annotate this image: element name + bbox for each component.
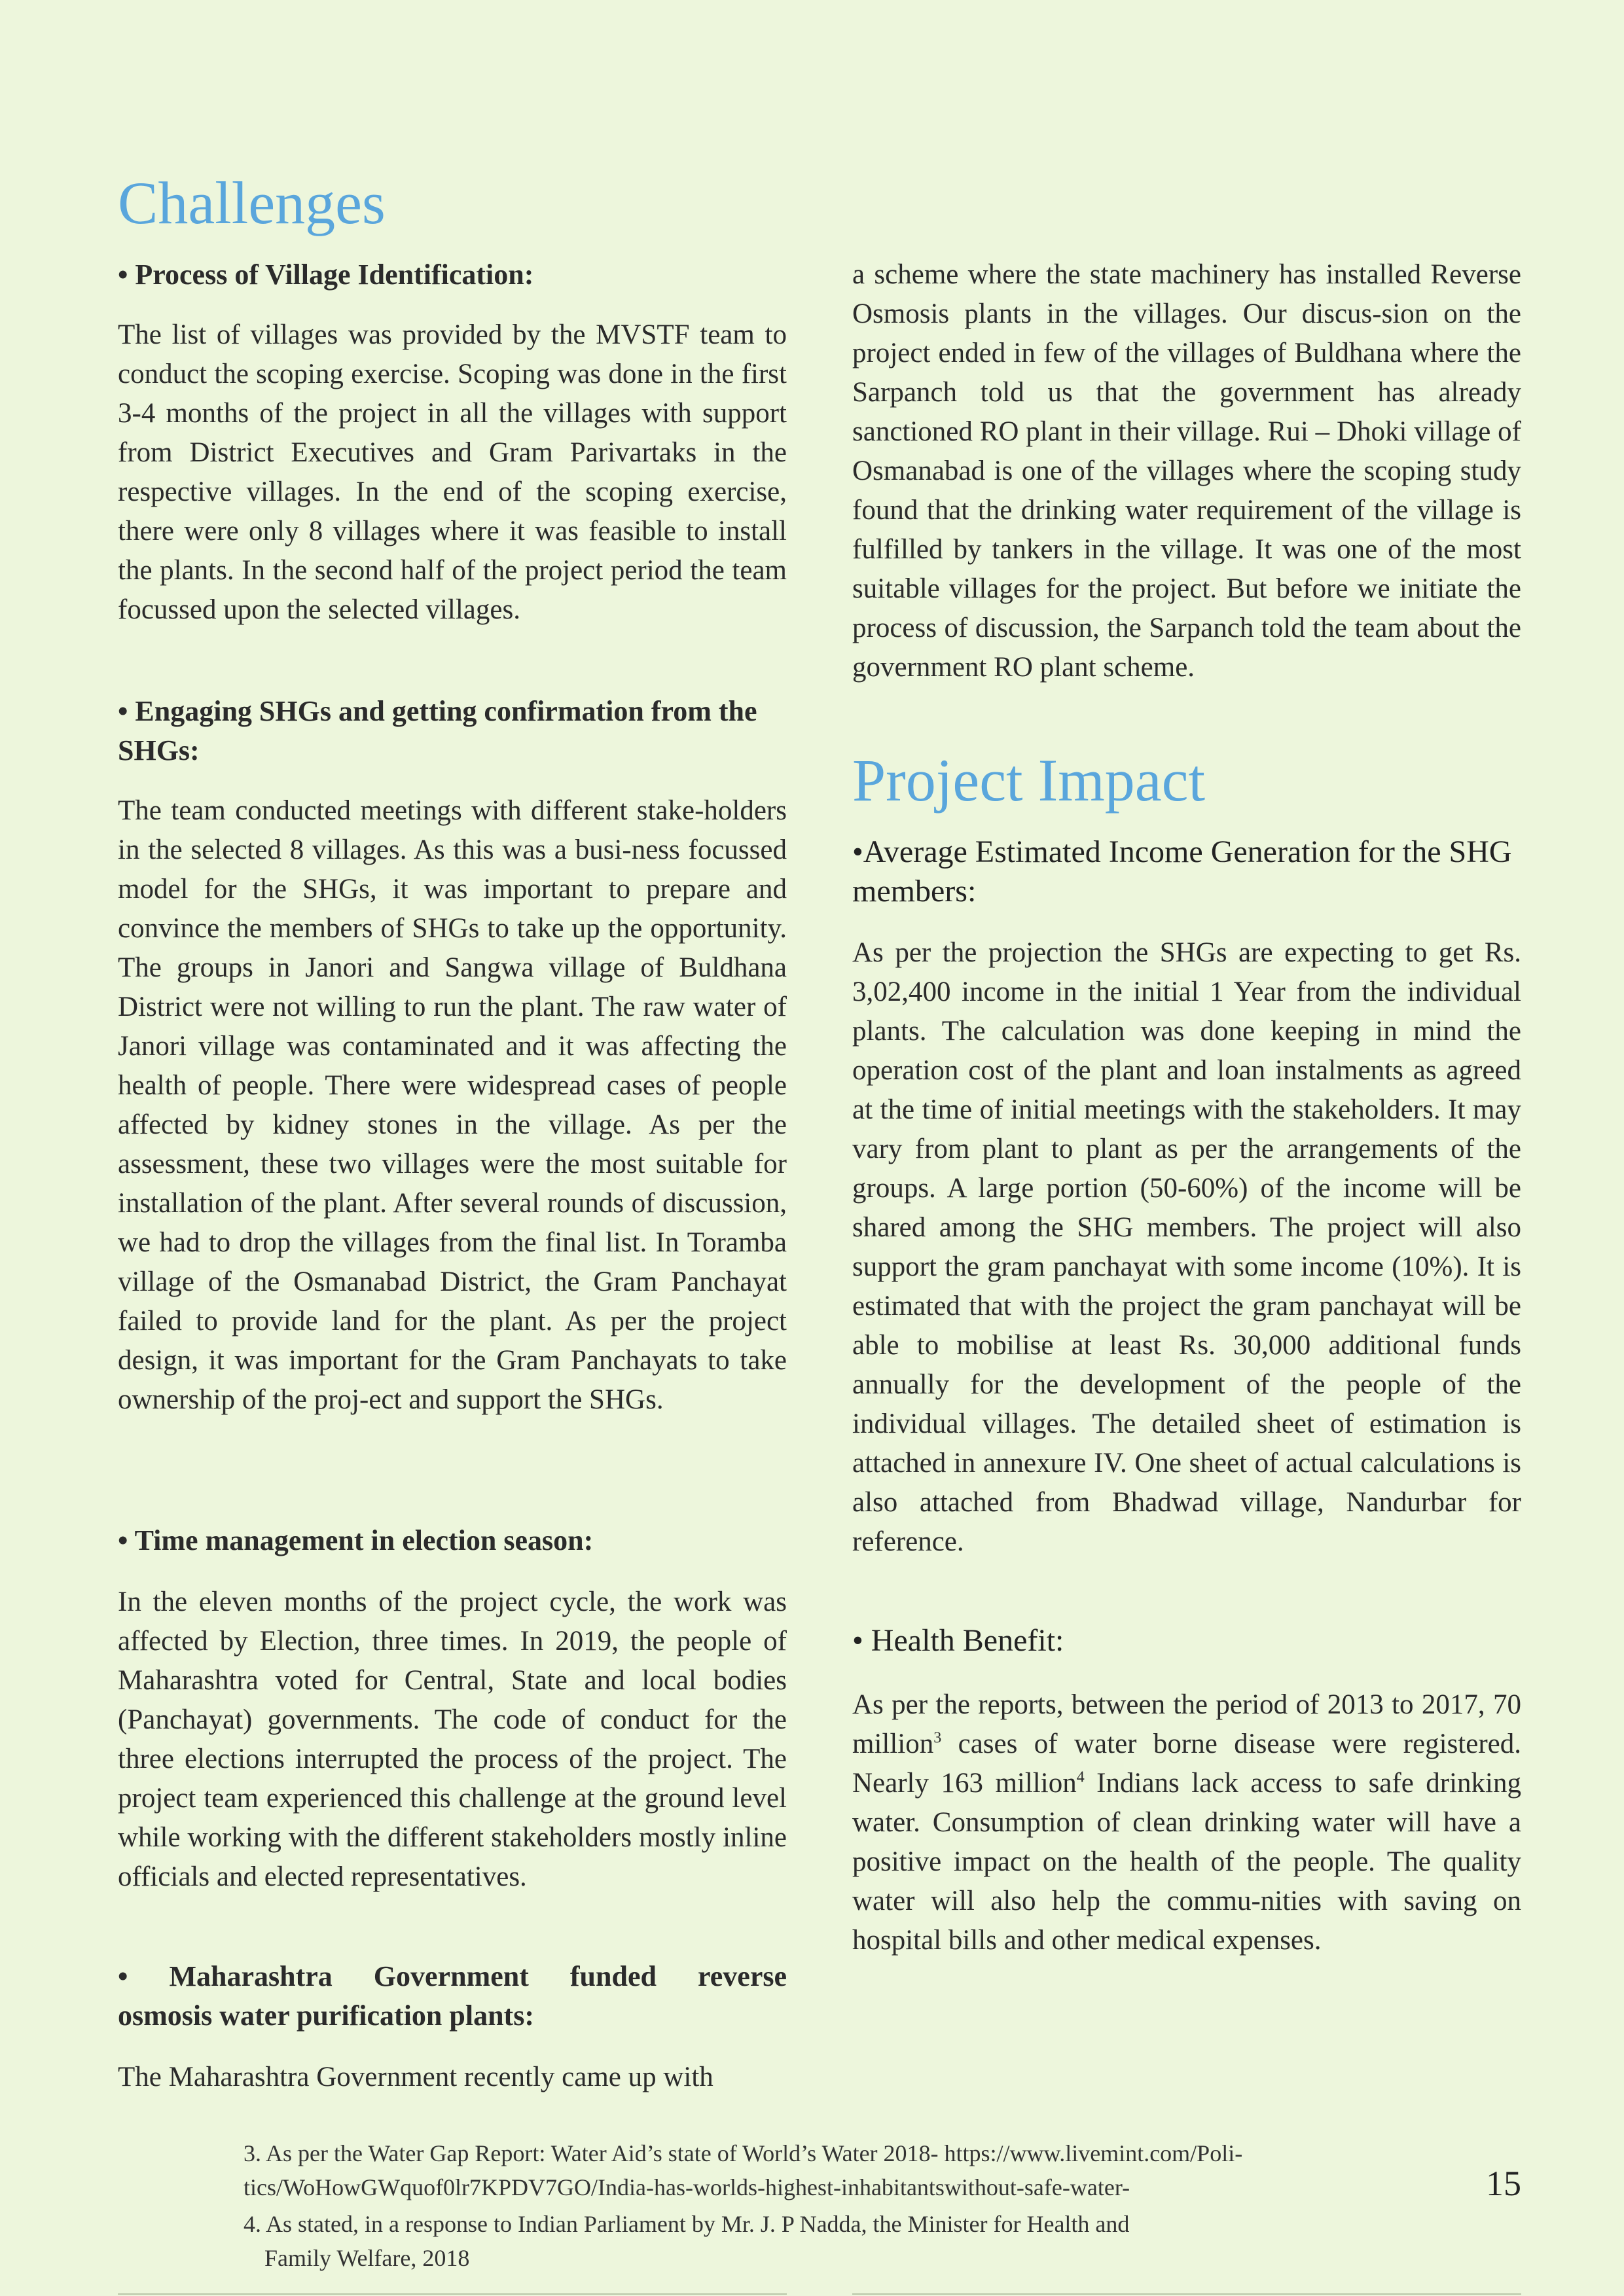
bottom-rule-left (118, 2293, 787, 2295)
bottom-rule-right (852, 2293, 1521, 2295)
income-generation-text: As per the projection the SHGs are expecting to get Rs. 3,02,400 income in the initial 1 Year from the individual plants. The calculation was done keeping in mind the operation cost of the plant and loan instalments as agreed at the time of initial meetings with the stakeholders. It may vary from plant to plant as per the arrangements of the groups. A large portion (50-60%) of the income will be shared among the SHG members. The project will also support the gram panchayat with some income (10%). It is estimated that with the project the gram panchayat will be able to mobilise at least Rs. 30,000 additional funds annually for the development of the people of the individual villages. The detailed sheet of estimation is attached in annexure IV. One sheet of actual calculations is also attached from Bhadwad village, Nandurbar for reference. (852, 937, 1521, 1557)
village-identification-text: The list of villages was provided by the MVSTF team to conduct the scoping exercise. Scoping was done in the first 3-4 months of the project in all the villages with support from District Executives and Gram Parivartaks in the respective villages. In the end of the scoping exercise, there were only 8 villages where it was feasible to install the plants. In the second half of the project period the team focussed upon the selected villages. (118, 319, 787, 625)
maharashtra-ro-title-line1: • Maharashtra Government funded reverse (118, 1960, 787, 1992)
footnote-ref-3: 3 (933, 1729, 942, 1747)
footnote-3 (244, 2136, 1382, 2204)
footnotes (244, 2136, 1382, 2278)
footnote-ref-4: 4 (1076, 1768, 1085, 1786)
health-benefit-text (852, 1685, 1521, 1960)
health-benefit-title: • Health Benefit: (852, 1623, 1064, 1658)
challenges-heading: Challenges (118, 170, 386, 236)
maharashtra-ro-text: The Maharashtra Government recently came up with (118, 2062, 713, 2092)
footnote-4-line2: Family Welfare, 2018 (264, 2245, 470, 2271)
engaging-shgs-text: The team conducted meetings with different stake-holders in the selected 8 villages. As this was a busi-ness focussed model for the SHGs, it was important to prepare and convince the members of SHGs to take up the opportunity. The groups in Janori and Sangwa village of Buldhana District were not willing to run the plant. The raw water of Janori village was contaminated and it was affecting the health of people. There were widespread cases of people affected by kidney stones in the village. As per the assessment, these two villages were the most suitable for installation of the plant. After several rounds of discussion, we had to drop the villages from the final list. In Toramba village of the Osmanabad District, the Gram Panchayat failed to provide land for the plant. As per the project design, it was important for the Gram Panchayats to take ownership of the proj-ect and support the SHGs. (118, 795, 787, 1415)
page-number: 15 (1486, 2164, 1521, 2203)
time-management-title: • Time management in election season: (118, 1524, 594, 1556)
footnote-4-line1: 4. As stated, in a response to Indian Parliament by Mr. J. P Nadda, the Minister for Health and (244, 2211, 1130, 2237)
footnote-4 (244, 2207, 1382, 2275)
footnote-3-line2: tics/WoHowGWquof0lr7KPDV7GO/India-has-worlds-highest-inhabitantswithout-safe-water- (244, 2174, 1130, 2200)
income-generation-title: •Average Estimated Income Generation for the SHG members: (852, 834, 1512, 908)
village-identification-title: • Process of Village Identification: (118, 259, 534, 291)
ro-scheme-continued-text: a scheme where the state machinery has installed Reverse Osmosis plants in the villages. Our discus-sion on the project ended in few of the villages of Buldhana where the Sarpanch told us that the government has already sanctioned RO plant in their village. Rui – Dhoki village of Osmanabad is one of the villages where the scoping study found that the drinking water requirement of the village is fulfilled by tankers in the village. It was one of the most suitable villages for the project. But before we initiate the process of discussion, the Sarpanch told the team about the government RO plant scheme. (852, 259, 1521, 683)
time-management-text: In the eleven months of the project cycle, the work was affected by Election, three times. In 2019, the people of Maharashtra voted for Central, State and local bodies (Panchayat) governments. The code of conduct for the three elections interrupted the process of the project. The project team experienced this challenge at the ground level while working with the different stakeholders mostly inline officials and elected representatives. (118, 1587, 787, 1892)
footnote-3-line1: 3. As per the Water Gap Report: Water Aid’s state of World’s Water 2018- https://www.livemint.com/Poli- (244, 2140, 1243, 2166)
project-impact-heading: Project Impact (852, 747, 1206, 814)
health-text-a: As per the reports, between the period of 2013 to 2017, 70 million (852, 1689, 1521, 1759)
health-text-c: Indians lack access to safe drinking water. Consumption of clean drinking water will have a positive impact on the health of the people. The quality water will also help the commu-nities with saving on hospital bills and other medical expenses. (852, 1768, 1521, 1956)
maharashtra-ro-title-line2: osmosis water purification plants: (118, 2000, 534, 2032)
health-text-b: cases of water borne disease were registered. Nearly 163 million (852, 1729, 1521, 1799)
engaging-shgs-title: • Engaging SHGs and getting confirmation from the SHGs: (118, 695, 757, 766)
